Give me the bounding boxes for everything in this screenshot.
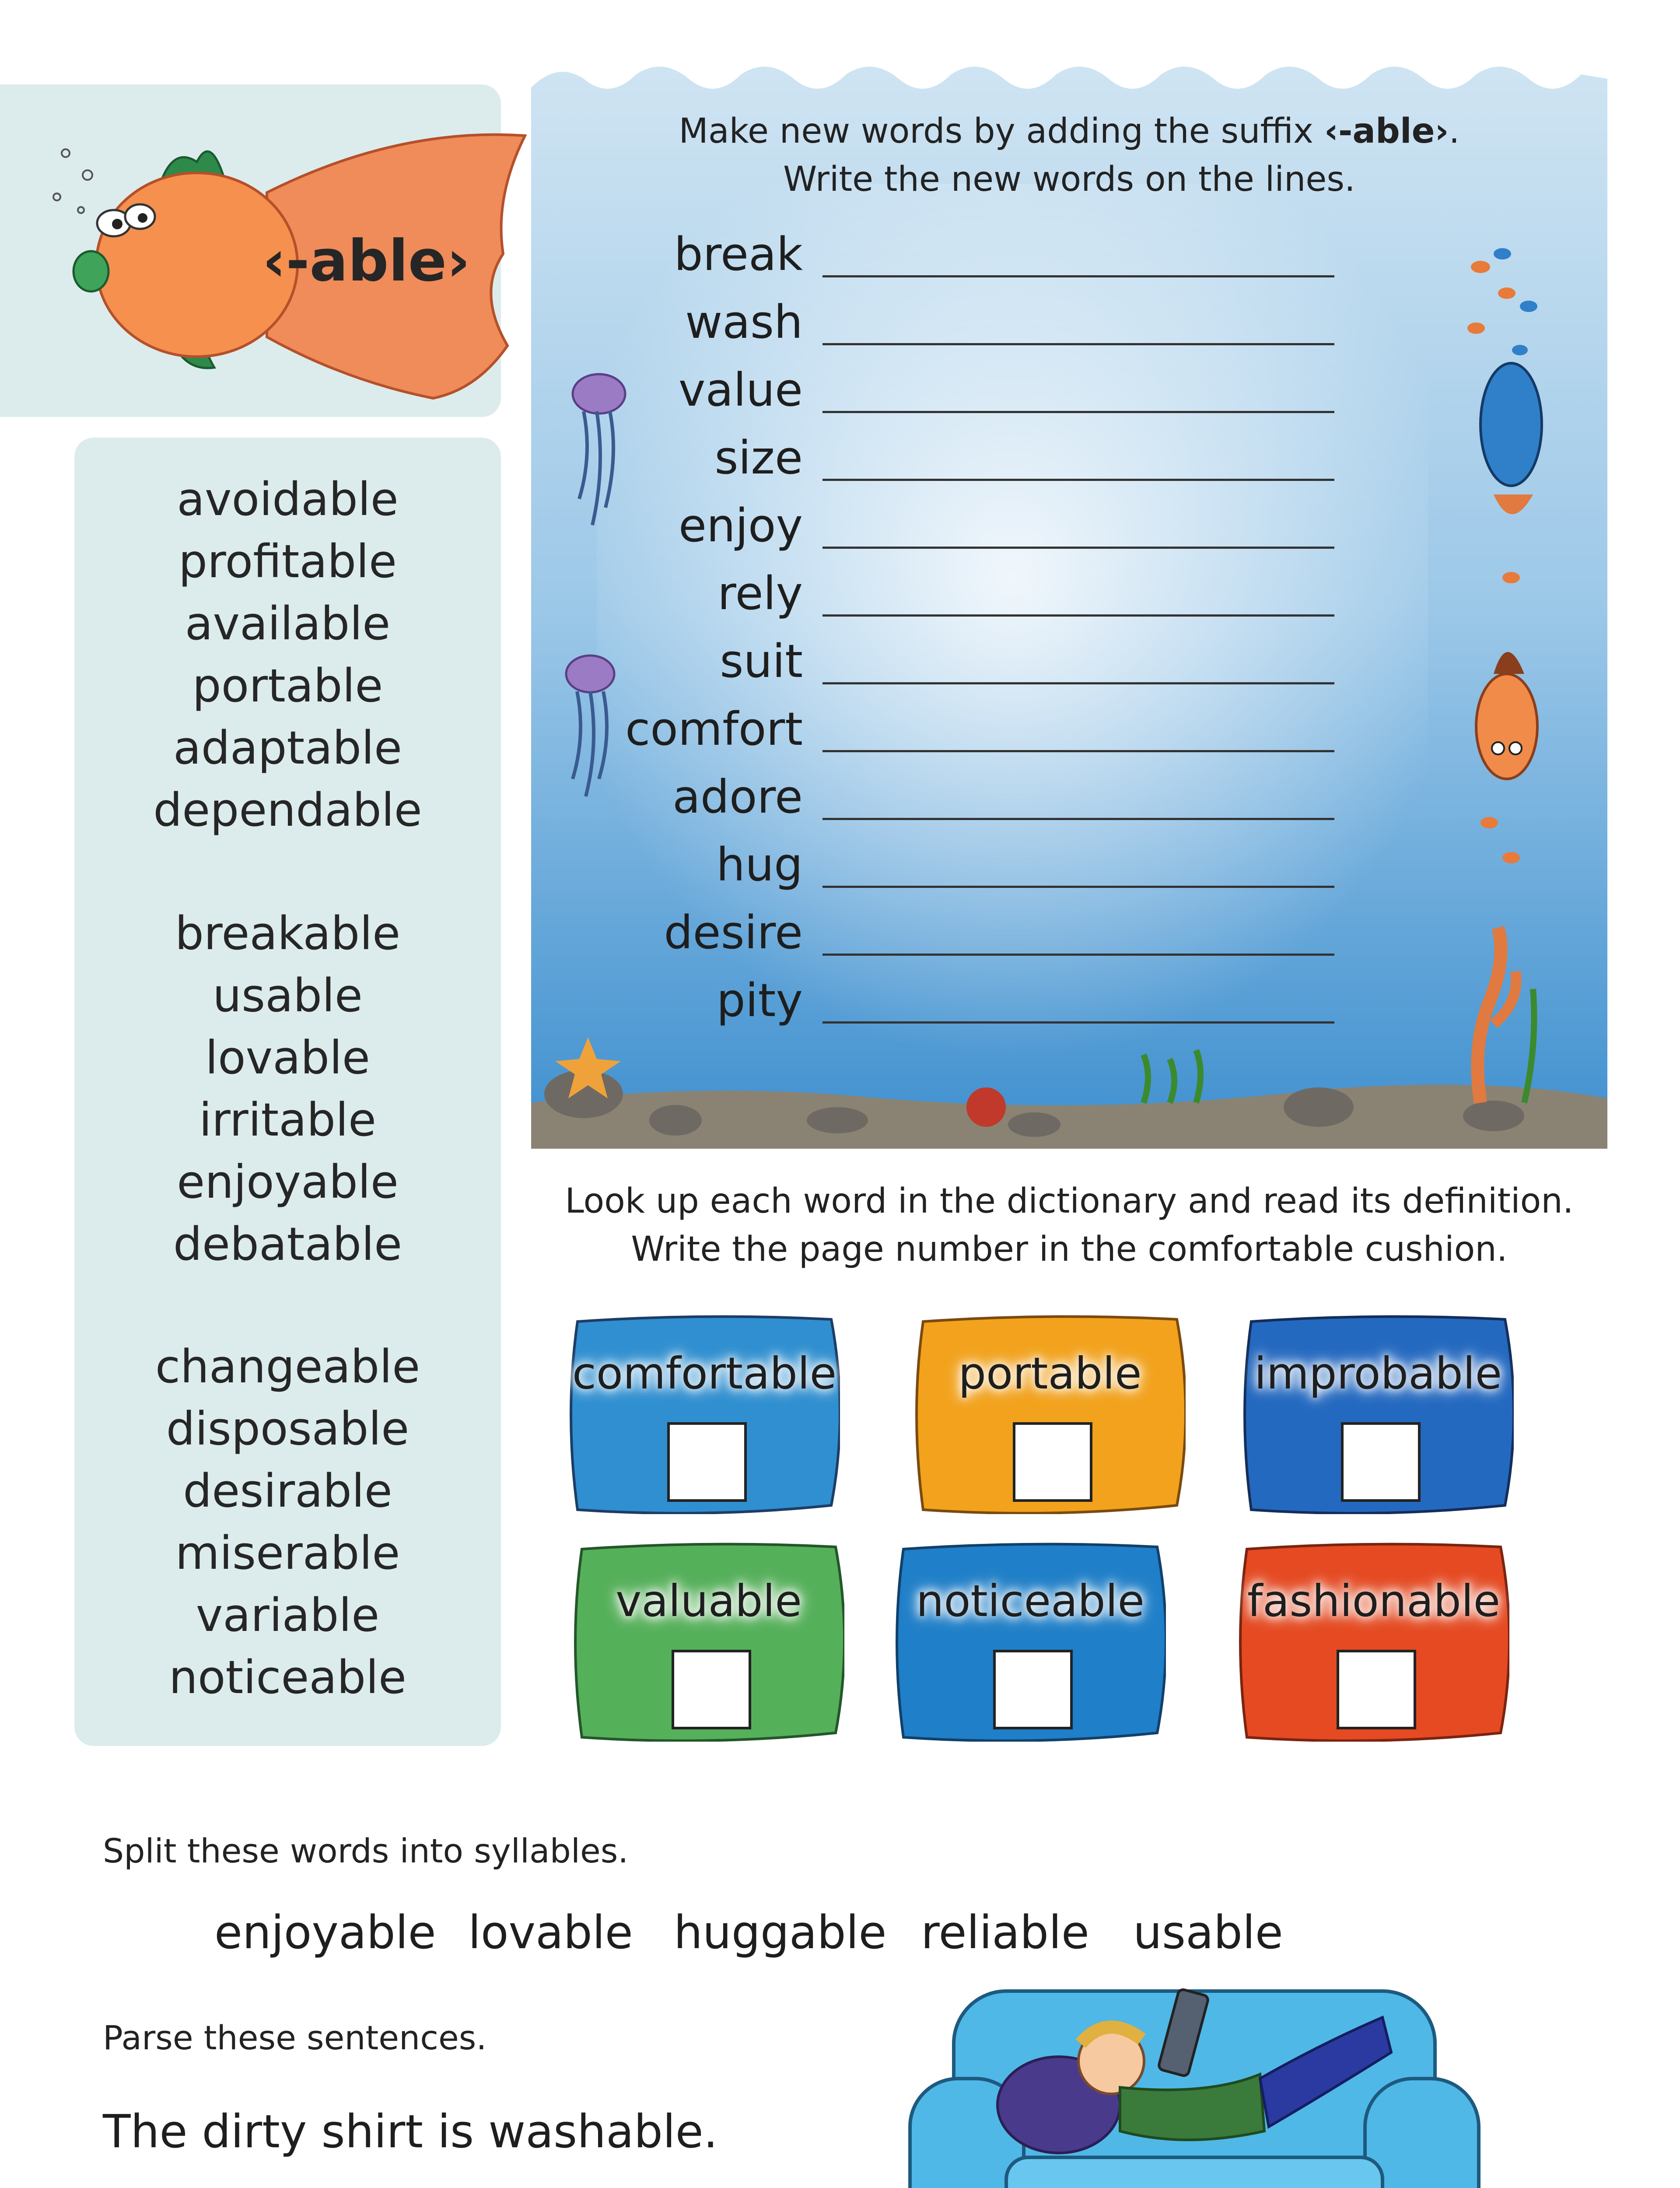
suffix-row [612,359,1334,424]
syllable-word: enjoyable [214,1906,436,1959]
page-number-box[interactable] [993,1650,1073,1729]
cushion-label: improbable [1254,1348,1502,1399]
base-word: suit [720,635,803,688]
instruction-text: Make new words by adding the suffix [679,112,1324,151]
suffix-row [612,901,1334,967]
answer-line[interactable] [822,1021,1334,1024]
parse-instruction: Parse these sentences. [103,2018,487,2057]
word-group-2 [74,902,501,1275]
suffix-row [612,834,1334,899]
fish-suffix-label: ‹-able› [262,228,470,294]
list-word: irritable [199,1093,376,1147]
list-word: enjoyable [177,1155,399,1209]
list-word: miserable [175,1526,400,1580]
word-list-panel [74,438,501,1746]
answer-line[interactable] [822,614,1334,617]
suffix-instruction-line1 [531,107,1607,155]
base-word: wash [685,295,803,349]
page-number-box[interactable] [667,1422,747,1502]
list-word: available [185,597,391,650]
syllable-word: reliable [921,1906,1089,1959]
page-number-box[interactable] [1013,1422,1092,1502]
suffix-row [612,969,1334,1035]
cushion-valuable [573,1540,844,1742]
suffix-row [612,630,1334,696]
base-word: pity [716,974,803,1027]
suffix-text: ‹-able› [1324,112,1449,151]
list-word: usable [213,969,363,1022]
suffix-instructions [531,107,1607,203]
answer-line[interactable] [822,886,1334,888]
base-word: rely [718,567,803,620]
suffix-row [612,698,1334,764]
list-word: debatable [173,1217,402,1271]
list-word: variable [196,1588,380,1642]
base-word: comfort [625,702,803,756]
word-group-3 [74,1336,501,1708]
dictionary-instructions [531,1177,1607,1273]
suffix-row [612,766,1334,831]
page-number-box[interactable] [1341,1422,1421,1502]
answer-line[interactable] [822,343,1334,345]
dictionary-instruction-line2: Write the page number in the comfortable cushion. [631,1230,1508,1269]
cushion-label: portable [958,1348,1142,1399]
answer-line[interactable] [822,479,1334,481]
instruction-text: . [1449,112,1460,151]
base-word: adore [672,770,803,824]
base-word: enjoy [679,499,803,552]
list-word: disposable [166,1402,410,1455]
dictionary-instruction-line1: Look up each word in the dictionary and read its definition. [565,1182,1574,1221]
cushion-fashionable [1238,1540,1509,1742]
base-word: size [714,431,803,484]
cushion-label: noticeable [916,1575,1145,1627]
list-word: portable [192,659,383,712]
cushion-improbable [1242,1313,1514,1514]
answer-line[interactable] [822,547,1334,549]
base-word: desire [664,906,803,959]
cushion-label: fashionable [1247,1575,1501,1627]
cushion-comfortable [569,1313,840,1514]
parse-sentence: The dirty shirt is washable. [103,2105,718,2158]
base-word: hug [716,838,803,891]
word-group-1 [74,468,501,841]
list-word: desirable [183,1464,392,1518]
cushion-portable [914,1313,1186,1514]
answer-line[interactable] [822,682,1334,684]
syllable-word: lovable [468,1906,633,1959]
list-word: avoidable [177,473,399,526]
list-word: changeable [155,1340,420,1393]
syllable-word: huggable [674,1906,887,1959]
sofa-illustration [901,1965,1488,2188]
suffix-row [612,291,1334,357]
page-number-box[interactable] [672,1650,751,1729]
base-word: break [674,228,803,281]
cushion-noticeable [895,1540,1166,1742]
answer-line[interactable] [822,818,1334,820]
list-word: dependable [153,783,422,837]
cushion-label: comfortable [572,1348,837,1399]
answer-line[interactable] [822,954,1334,956]
answer-line[interactable] [822,275,1334,277]
suffix-row [612,494,1334,560]
cushion-label: valuable [616,1575,802,1627]
suffix-row [612,562,1334,628]
syllables-instruction: Split these words into syllables. [103,1831,629,1870]
list-word: breakable [175,907,401,960]
list-word: profitable [178,535,397,588]
suffix-instruction-line2: Write the new words on the lines. [783,160,1355,199]
answer-line[interactable] [822,750,1334,752]
list-word: lovable [205,1031,370,1084]
suffix-row [612,223,1334,289]
syllable-word: usable [1133,1906,1283,1959]
page-number-box[interactable] [1337,1650,1416,1729]
list-word: noticeable [168,1651,406,1704]
suffix-row [612,427,1334,492]
base-word: value [678,363,803,417]
answer-line[interactable] [822,411,1334,413]
list-word: adaptable [173,721,402,775]
